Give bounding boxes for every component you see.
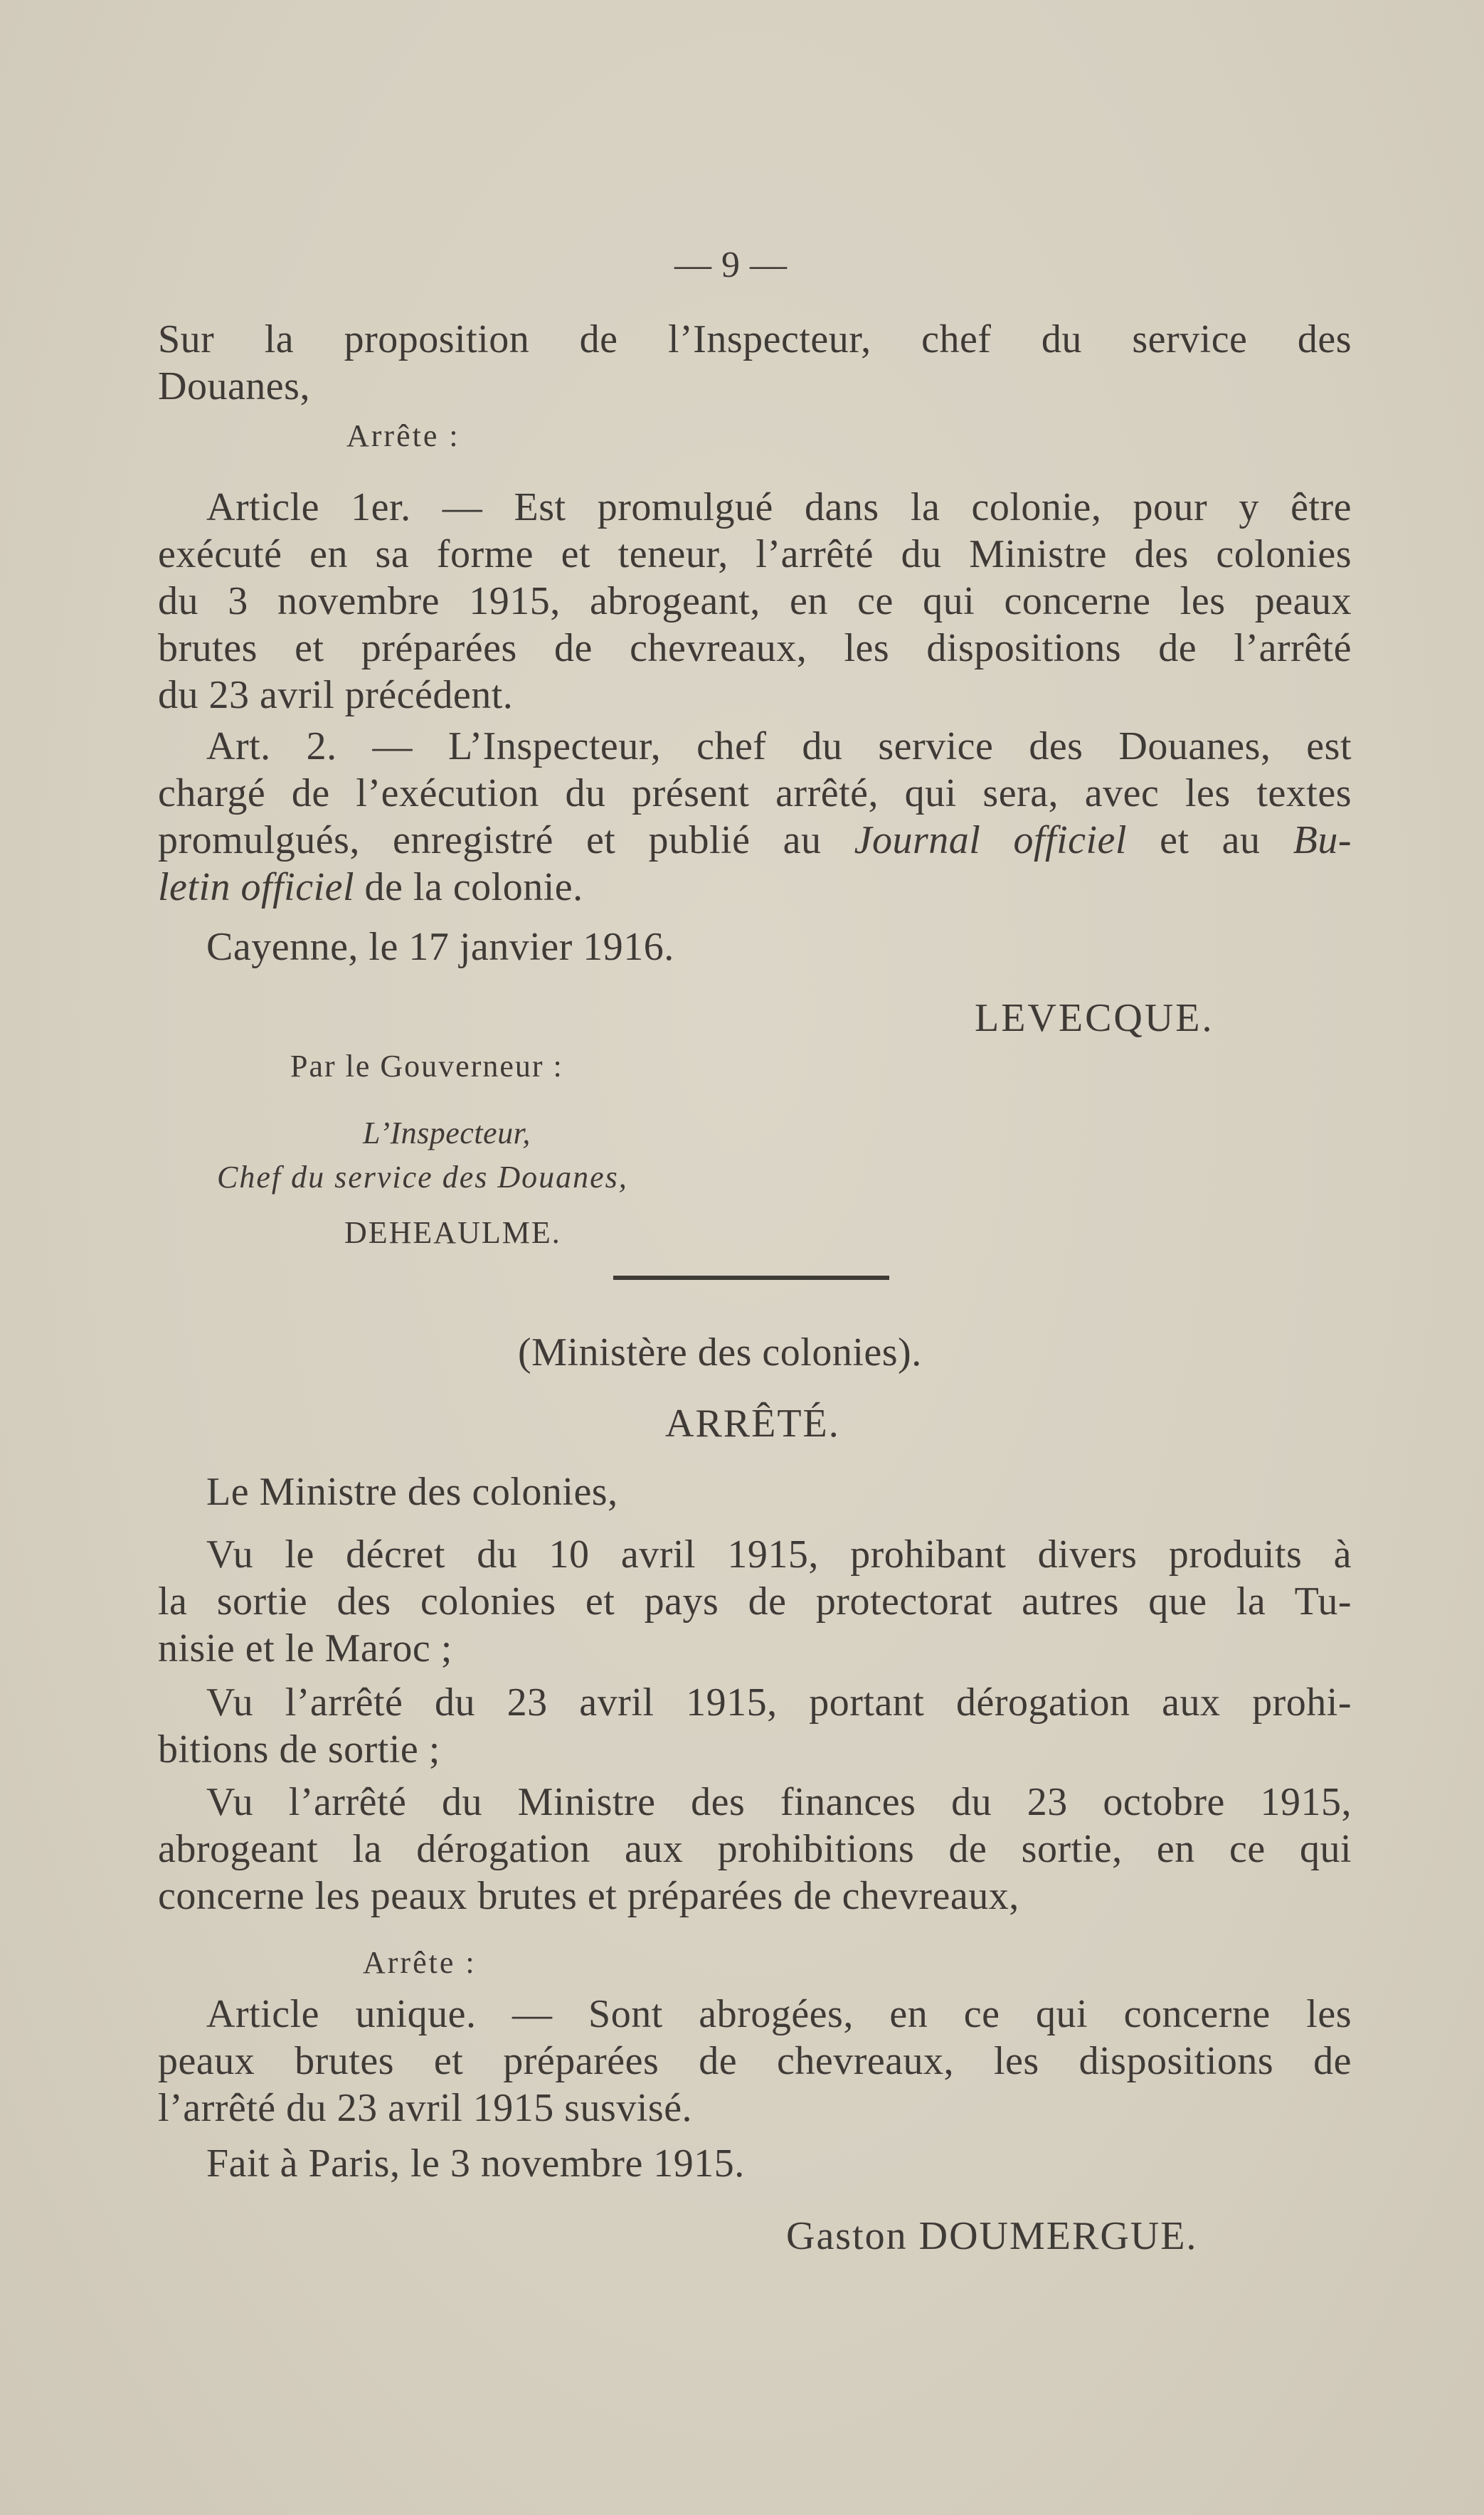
article-2-et-au: et au: [1160, 818, 1261, 862]
article-2-line-1: Art. 2. — L’Inspecteur, chef du service des Douanes, est: [206, 724, 1352, 768]
article-2-line-4: [158, 864, 583, 911]
article-1-line-5: du 23 avril précédent.: [158, 673, 514, 717]
article-2-end: de la colonie.: [364, 865, 583, 909]
vu-2-line-1: Vu l’arrêté du 23 avril 1915, portant dérogation aux prohi-: [206, 1680, 1352, 1725]
vu-3-line-1: Vu l’arrêté du Ministre des finances du 23 octobre 1915,: [206, 1780, 1352, 1824]
date-cayenne: Cayenne, le 17 janvier 1916.: [206, 925, 674, 969]
arrete-title: ARRÊTÉ.: [665, 1402, 840, 1446]
bulletin-start: Bu-: [1293, 818, 1352, 862]
inspecteur-title: L’Inspecteur,: [363, 1116, 531, 1150]
preamble-line-2: Douanes,: [158, 364, 310, 408]
vu-3-line-3: concerne les peaux brutes et préparées de chevreaux,: [158, 1874, 1019, 1918]
vu-1-line-1: Vu le décret du 10 avril 1915, prohibant divers produits à: [206, 1532, 1352, 1577]
article-1-line-3: du 3 novembre 1915, abrogeant, en ce qui concerne les peaux: [158, 579, 1352, 623]
signature-deheaulme: DEHEAULME.: [344, 1215, 561, 1250]
arrete-heading-1: Arrête :: [346, 418, 460, 453]
page-number: — 9 —: [674, 245, 788, 285]
par-le-gouverneur: Par le Gouverneur :: [290, 1049, 563, 1084]
article-unique-line-1: Article unique. — Sont abrogées, en ce qui concerne les: [206, 1992, 1352, 2036]
section-divider: [613, 1276, 889, 1280]
le-ministre: Le Ministre des colonies,: [206, 1470, 618, 1514]
ministere-heading: (Ministère des colonies).: [518, 1330, 922, 1375]
vu-3-line-2: abrogeant la dérogation aux prohibitions de sortie, en ce qui: [158, 1827, 1352, 1871]
vu-1-line-2: la sortie des colonies et pays de protectorat autres que la Tu-: [158, 1579, 1352, 1624]
vu-1-line-3: nisie et le Maroc ;: [158, 1626, 452, 1671]
article-unique-line-3: l’arrêté du 23 avril 1915 susvisé.: [158, 2086, 693, 2130]
article-2-line-3: [158, 817, 1352, 864]
arrete-heading-2: Arrête :: [363, 1945, 477, 1980]
vu-2-line-2: bitions de sortie ;: [158, 1727, 440, 1772]
article-1-line-4: brutes et préparées de chevreaux, les dispositions de l’arrêté: [158, 626, 1352, 670]
chef-du-service: Chef du service des Douanes,: [217, 1160, 628, 1195]
article-unique-line-2: peaux brutes et préparées de chevreaux, les dispositions de: [158, 2039, 1352, 2083]
article-1-line-2: exécuté en sa forme et teneur, l’arrêté du Ministre des colonies: [158, 532, 1352, 576]
article-1-line-1: Article 1er. — Est promulgué dans la colonie, pour y être: [206, 485, 1352, 529]
signature-doumergue: Gaston DOUMERGUE.: [786, 2214, 1198, 2258]
signature-levecque: LEVECQUE.: [975, 996, 1214, 1040]
article-2-line-2: chargé de l’exécution du présent arrêté, qui sera, avec les textes: [158, 771, 1352, 815]
article-2-text: promulgués, enregistré et publié au: [158, 818, 822, 862]
fait-a-paris: Fait à Paris, le 3 novembre 1915.: [206, 2141, 745, 2186]
journal-officiel: Journal officiel: [854, 818, 1127, 862]
bulletin-officiel: letin officiel: [158, 865, 355, 909]
preamble-line-1: Sur la proposition de l’Inspecteur, chef du service des: [158, 317, 1352, 361]
